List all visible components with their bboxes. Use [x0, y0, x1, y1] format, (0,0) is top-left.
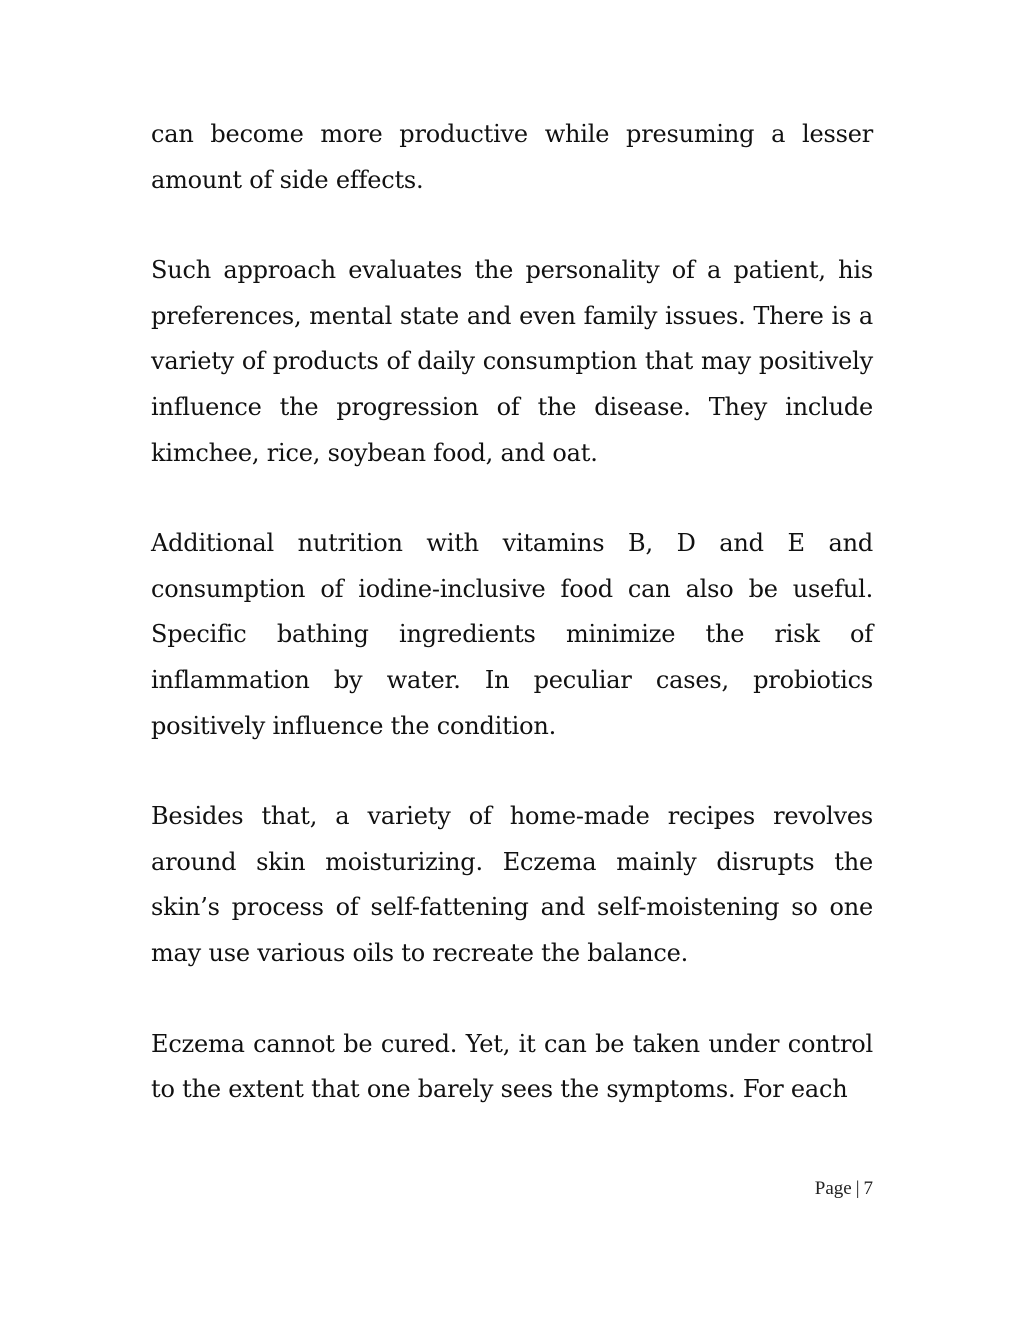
paragraph-1: can become more productive while presuming a lesser amount of side effects.: [151, 120, 873, 194]
paragraph-5: Eczema cannot be cured. Yet, it can be taken under control to the extent that one barely sees the symptoms. For each: [151, 1029, 873, 1104]
page-number: 7: [863, 1178, 873, 1199]
page-separator: |: [855, 1178, 860, 1199]
page-label: Page: [814, 1178, 852, 1199]
paragraph-4: Besides that, a variety of home-made recipes revolves around skin moisturizing. Eczema mainly disrupts the skin’s process of self-fattening and self-moistening so one may use various oils to recreate the balance.: [151, 802, 873, 967]
paragraph-2: Such approach evaluates the personality of a patient, his preferences, mental state and even family issues. There is a variety of products of daily consumption that may positively influence the progression of the disease. They include kimchee, rice, soybean food, and oat.: [151, 256, 873, 467]
paragraph-3: Additional nutrition with vitamins B, D and E and consumption of iodine-inclusive food can also be useful. Specific bathing ingredients minimize the risk of inflammation by water. In peculiar cases, probiotics positively influence the condition.: [151, 529, 873, 740]
page-footer: [815, 1178, 873, 1200]
body-text: [151, 112, 873, 1158]
